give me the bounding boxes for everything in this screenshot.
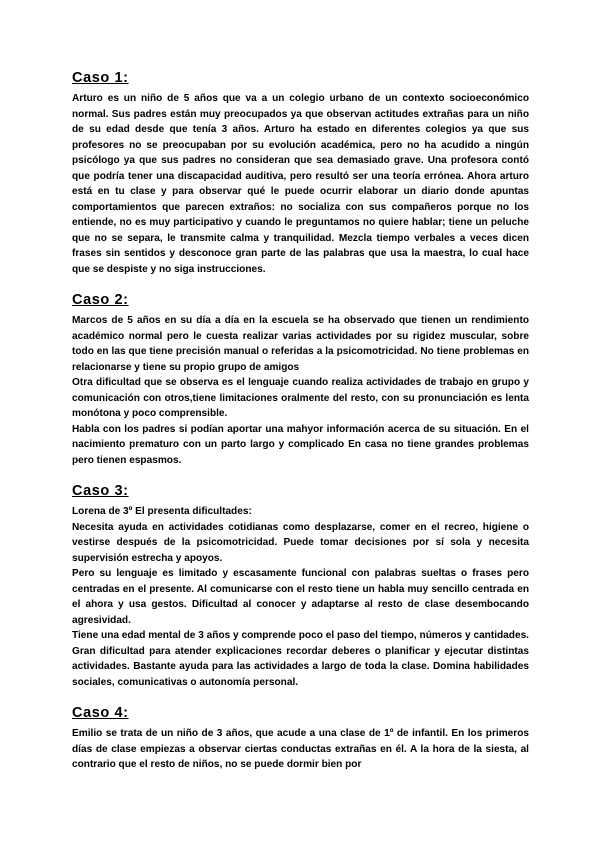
case-2-heading: Caso 2: [72,292,129,308]
case-3-paragraph-2: Necesita ayuda en actividades cotidianas como desplazarse, comer en el recreo, higiene o vestirse después de la psicomotricidad. Puede tomar decisiones por sí sola y necesita supervisión estrecha y apoyos. [72,521,529,564]
case-4-section [72,705,529,773]
document-page [72,70,529,788]
case-3-paragraph-1: Lorena de 3º El presenta dificultades: [72,506,252,517]
case-2-paragraph-3: Habla con los padres si podían aportar una mahyor información acerca de su situación. En el nacimiento prematuro con un parto largo y complicado En casa no tiene grandes problemas pero tienen espasmos. [72,423,529,466]
case-2-paragraph-1: Marcos de 5 años en su día a día en la escuela se ha observado que tienen un rendimiento académico normal pero le cuesta realizar varias actividades por su rigidez muscular, sobre todo en las que tiene precisión manual o referidas a la psicomotricidad. No tiene problemas en relacionarse y tiene su propio grupo de amigos [72,315,529,373]
case-3-paragraph-4: Tiene una edad mental de 3 años y comprende poco el paso del tiempo, números y cantidades. Gran dificultad para atender explicaciones recordar deberes o planificar y ejecutar distintas actividades. Bastante ayuda para las actividades a largo de toda la clase. Domina habilidades sociales, comunicativas o autonomía personal. [72,630,529,688]
case-3-paragraph-3: Pero su lenguaje es limitado y escasamente funcional con palabras sueltas o frases pero centradas en el presente. Al comunicarse con el resto tiene un habla muy sencillo centrada en el ahora y usa gestos. Dificultad al conocer y adaptarse al resto de clase desembocando agresividad. [72,568,529,626]
case-3-heading: Caso 3: [72,483,129,499]
case-2-paragraph-2: Otra dificultad que se observa es el lenguaje cuando realiza actividades de trabajo en grupo y comunicación con otros,tiene limitaciones oralmente del resto, con su pronunciación es lenta monótona y poco comprensible. [72,377,529,419]
case-4-heading: Caso 4: [72,705,129,721]
case-1-paragraph-1: Arturo es un niño de 5 años que va a un colegio urbano de un contexto socioeconómico normal. Sus padres están muy preocupados ya que observan actitudes extrañas para un niño de su edad desde que tenía 3 años. Arturo ha estado en diferentes colegios ya que sus profesores no se preocupaban por su evolución académica, pero no ha acudido a ningún psicólogo ya que sus padres no consideran que sea demasiado grave. Una profesora contó que podría tener una discapacidad auditiva, pero resultó ser una teoría errónea. Ahora arturo está en tu clase y para observar qué le puede ocurrir elaborar un diario donde apuntas comportamientos que parecen extraños: no socializa con sus compañeros porque no los entiende, no es muy participativo y cuando le preguntamos no quiere hablar; tiene un peluche que no se separa, le transmite calma y tranquilidad. Mezcla tiempo verbales a veces dicen frases sin sentidos y desconoce gran parte de las palabras que usa la maestra, lo cual hace que se despiste y no siga instrucciones. [72,93,529,275]
case-1-heading: Caso 1: [72,70,129,86]
case-4-paragraph-1: Emilio se trata de un niño de 3 años, que acude a una clase de 1º de infantil. En los primeros días de clase empiezas a observar ciertas conductas extrañas en él. A la hora de la siesta, al contrario que el resto de niños, no se puede dormir bien por [72,728,529,770]
case-1-section [72,70,529,277]
case-2-section [72,292,529,468]
case-3-section [72,483,529,690]
